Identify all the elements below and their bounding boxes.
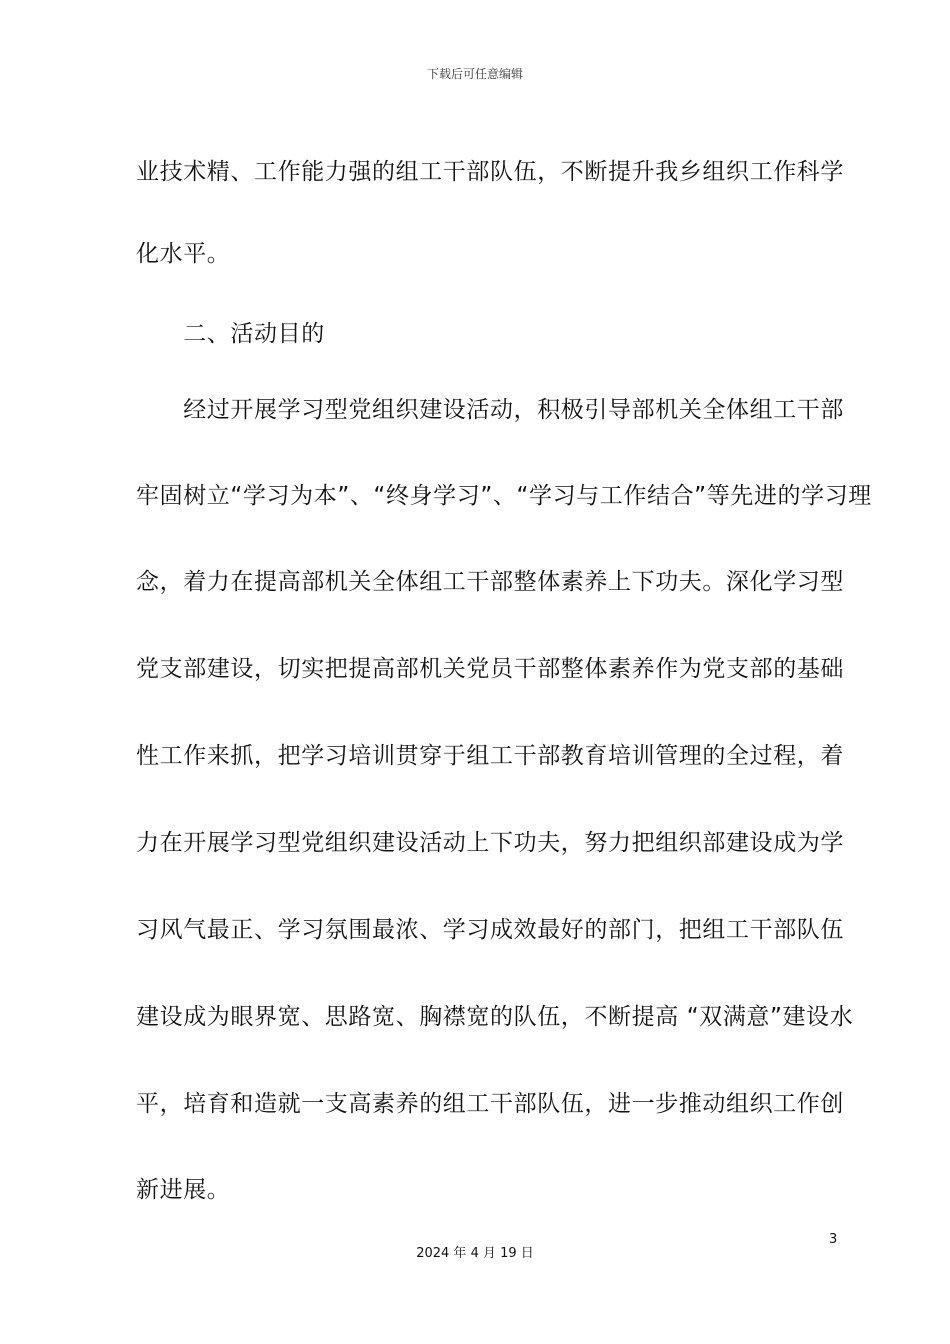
body-line: 性工作来抓，把学习培训贯穿于组工干部教育培训管理的全过程，着: [136, 743, 844, 769]
page-header: 下载后可任意编辑: [426, 67, 523, 81]
body-line: 念，着力在提高部机关全体组工干部整体素养上下功夫。深化学习型: [136, 569, 844, 595]
section-heading: 二、活动目的: [136, 321, 325, 347]
body-line: 平，培育和造就一支高素养的组工干部队伍，进一步推动组织工作创: [136, 1091, 844, 1117]
body-line: 业技术精、工作能力强的组工干部队伍，不断提升我乡组织工作科学: [136, 159, 844, 185]
body-line: 新进展。: [136, 1177, 231, 1203]
body-line: 建设成为眼界宽、思路宽、胸襟宽的队伍，不断提高 “双满意”建设水: [136, 1004, 854, 1030]
page-number: 3: [829, 1232, 838, 1247]
body-line: 习风气最正、学习氛围最浓、学习成效最好的部门，把组工干部队伍: [136, 917, 844, 943]
body-line: 经过开展学习型党组织建设活动，积极引导部机关全体组工干部: [136, 397, 844, 423]
body-line: 党支部建设，切实把提高部机关党员干部整体素养作为党支部的基础: [136, 656, 844, 682]
footer-date: 2024 年 4 月 19 日: [416, 1246, 534, 1261]
body-line: 力在开展学习型党组织建设活动上下功夫，努力把组织部建设成为学: [136, 830, 844, 856]
body-line: 化水平。: [136, 241, 231, 267]
body-line: 牢固树立“学习为本”、“终身学习”、“学习与工作结合”等先进的学习理: [136, 483, 872, 509]
